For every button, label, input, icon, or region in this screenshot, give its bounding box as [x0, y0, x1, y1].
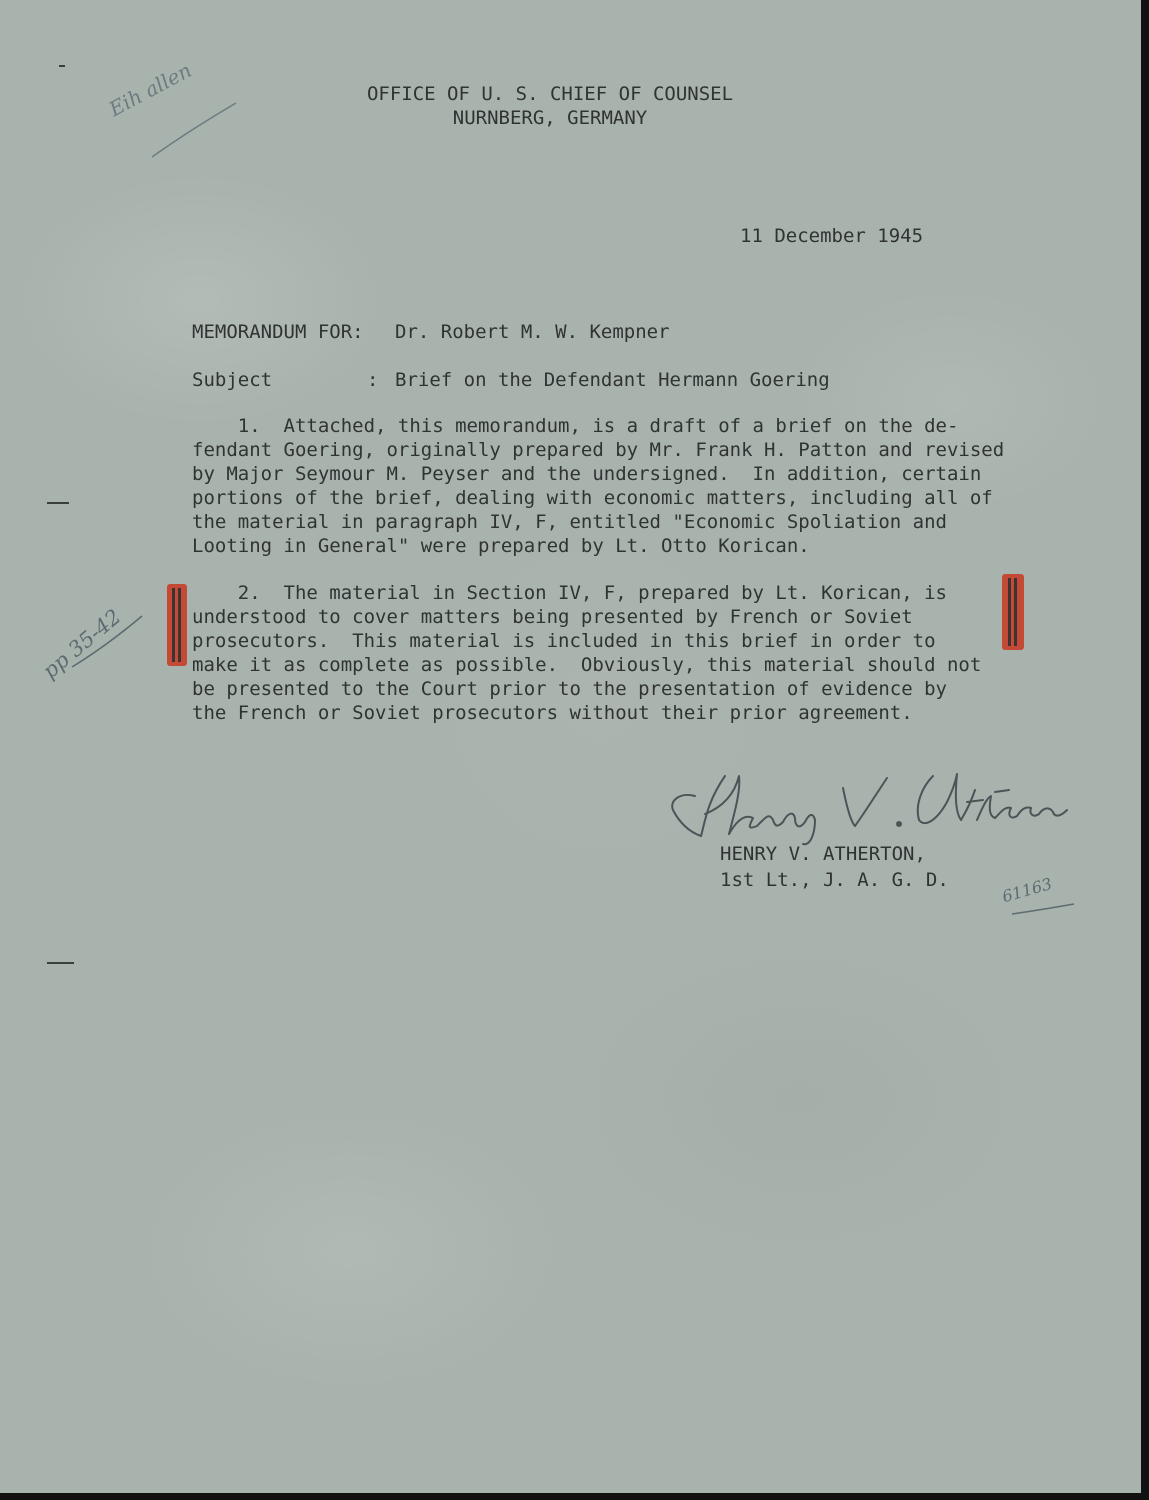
- paragraph-2-line: 2. The material in Section IV, F, prepared by Lt. Korican, is: [192, 582, 947, 604]
- paragraph-1-line: portions of the brief, dealing with economic matters, including all of: [192, 487, 993, 509]
- paragraph-1-line: 1. Attached, this memorandum, is a draft of a brief on the de-: [192, 415, 959, 437]
- subject-label: Subject: [192, 369, 273, 391]
- handwritten-document-number: 61163: [1000, 873, 1055, 907]
- signer-title: 1st Lt., J. A. G. D.: [720, 869, 949, 891]
- paragraph-1-line: the material in paragraph IV, F, entitled "Economic Spoliation and: [192, 511, 947, 533]
- signer-name: HENRY V. ATHERTON,: [720, 843, 926, 865]
- red-margin-mark-left: [167, 584, 187, 666]
- office-header-line2: NURNBERG, GERMANY: [452, 107, 648, 129]
- memo-for-label: MEMORANDUM FOR:: [192, 321, 364, 343]
- margin-tick: [59, 65, 65, 67]
- handwritten-note-top: Eih allen: [105, 57, 196, 122]
- page-reference-underline: [70, 612, 145, 672]
- red-margin-mark-right: [1002, 574, 1024, 650]
- paragraph-1-line: by Major Seymour M. Peyser and the undersigned. In addition, certain: [192, 463, 982, 485]
- paragraph-2-line: be presented to the Court prior to the presentation of evidence by: [192, 678, 947, 700]
- office-header-line1: OFFICE OF U. S. CHIEF OF COUNSEL: [366, 83, 734, 105]
- memo-date: 11 December 1945: [740, 225, 924, 247]
- subject-value: Brief on the Defendant Hermann Goering: [395, 369, 830, 391]
- margin-tick: [47, 962, 74, 964]
- paragraph-2-line: prosecutors. This material is included in this brief in order to: [192, 630, 936, 652]
- paragraph-1-line: fendant Goering, originally prepared by Mr. Frank H. Patton and revised: [192, 439, 1005, 461]
- handwritten-page-reference: pp 35-42: [38, 604, 126, 684]
- handwritten-signature: [665, 762, 1075, 847]
- paragraph-1-line: Looting in General" were prepared by Lt. Otto Korican.: [192, 535, 810, 557]
- subject-colon: :: [367, 369, 379, 391]
- paragraph-2-line: the French or Soviet prosecutors without their prior agreement.: [192, 702, 913, 724]
- paragraph-2-line: make it as complete as possible. Obviously, this material should not: [192, 654, 982, 676]
- document-number-underline: [1010, 900, 1080, 920]
- margin-tick: [47, 502, 69, 504]
- memo-for-value: Dr. Robert M. W. Kempner: [395, 321, 670, 343]
- paragraph-2-line: understood to cover matters being presented by French or Soviet: [192, 606, 913, 628]
